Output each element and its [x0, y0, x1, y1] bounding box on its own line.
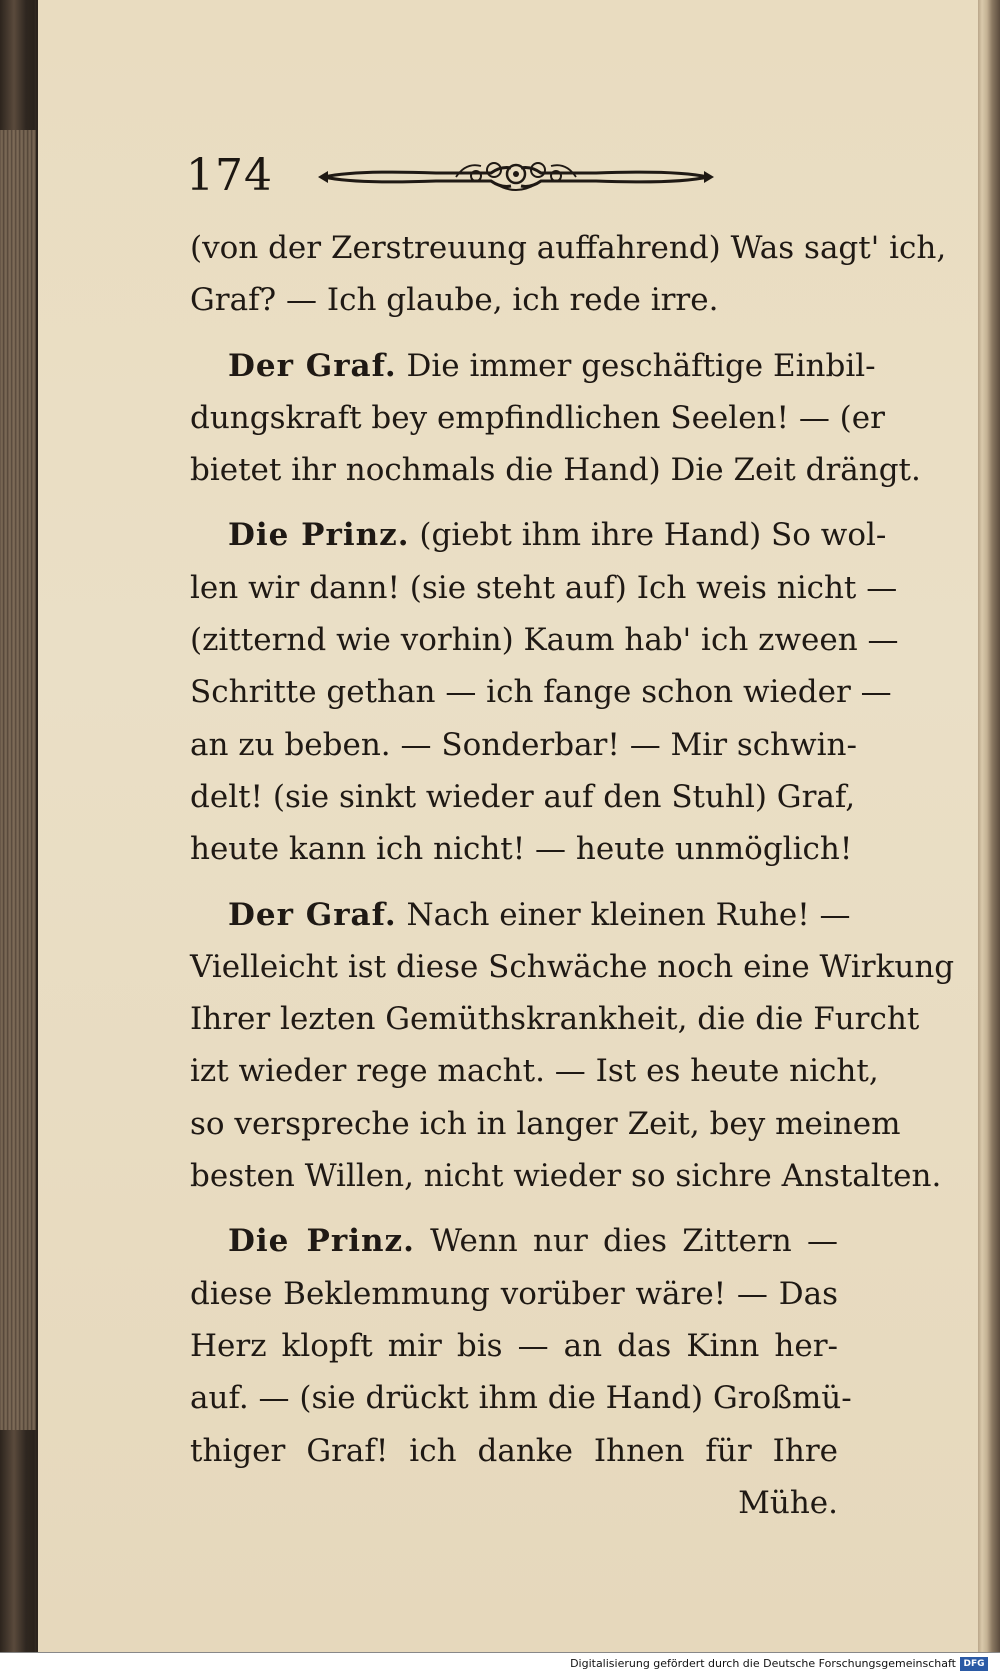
- text-line: [190, 1215, 838, 1267]
- paragraph: [190, 509, 899, 875]
- line-text: (zitternd wie vorhin) Kaum hab' ich zween —: [190, 622, 899, 659]
- text-line: [190, 1268, 838, 1320]
- line-text: Herz klopft mir bis — an das Kinn her-: [190, 1327, 838, 1364]
- line-text: Schritte gethan — ich fange schon wieder —: [190, 674, 892, 711]
- text-line: [190, 1045, 879, 1097]
- speaker-name: Die Prinz.: [228, 1223, 415, 1260]
- line-text: besten Willen, nicht wieder so sichre Anstalten.: [190, 1158, 942, 1195]
- text-line: [190, 274, 838, 326]
- speaker-name: Der Graf.: [228, 896, 397, 933]
- text-line: [190, 1425, 838, 1477]
- speaker-name: Die Prinz.: [228, 517, 410, 554]
- text-line: [190, 941, 955, 993]
- line-text: izt wieder rege macht. — Ist es heute nicht,: [190, 1053, 879, 1090]
- line-text: len wir dann! (sie steht auf) Ich weis nicht —: [190, 569, 898, 606]
- paragraph: [190, 889, 955, 1203]
- text-line: [190, 1372, 852, 1424]
- line-text: Die immer geschäftige Einbil-: [396, 347, 876, 384]
- text-line: [190, 562, 898, 614]
- text-line: [190, 614, 899, 666]
- text-line: [190, 1150, 942, 1202]
- line-text: heute kann ich nicht! — heute unmöglich!: [190, 831, 853, 868]
- speaker-name: Der Graf.: [228, 347, 397, 384]
- text-line: [190, 666, 892, 718]
- line-text: bietet ihr nochmals die Hand) Die Zeit drängt.: [190, 452, 921, 489]
- line-text: (von der Zerstreuung auffahrend) Was sagt' ich,: [190, 230, 947, 266]
- line-text: (giebt ihm ihre Hand) So wol-: [409, 517, 887, 554]
- text-line: [190, 719, 857, 771]
- page-number: 174: [186, 150, 273, 201]
- line-text: an zu beben. — Sonderbar! — Mir schwin-: [190, 726, 857, 763]
- text-line: [190, 1098, 901, 1150]
- paragraph: [190, 222, 947, 327]
- page-stack-edge-left: [0, 130, 36, 1430]
- paragraph-gap: [190, 327, 838, 340]
- line-text: Nach einer kleinen Ruhe! —: [396, 896, 851, 933]
- line-text: Ihrer lezten Gemüthskrankheit, die die Furcht: [190, 1001, 920, 1038]
- line-text: Mühe.: [738, 1484, 838, 1521]
- page-stack-edge-right: [978, 0, 1000, 1652]
- text-line: [190, 1320, 838, 1372]
- paragraph-gap: [190, 1202, 838, 1215]
- footer-credit: Digitalisierung gefördert durch die Deutsche Forschungsgemeinschaft: [570, 1657, 956, 1670]
- body-text: [190, 222, 955, 1529]
- text-line: [190, 1477, 838, 1529]
- paragraph-gap: [190, 496, 838, 509]
- line-text: dungskraft bey empfindlichen Seelen! — (er: [190, 399, 885, 436]
- text-line: [190, 222, 947, 274]
- text-line: [190, 993, 920, 1045]
- line-text: delt! (sie sinkt wieder auf den Stuhl) Graf,: [190, 778, 856, 815]
- paragraph: [190, 340, 921, 497]
- paragraph-gap: [190, 876, 838, 889]
- line-text: diese Beklemmung vorüber wäre! — Das: [190, 1275, 838, 1312]
- text-line: [190, 771, 856, 823]
- floral-rule-ornament-icon: [316, 154, 716, 200]
- text-line: [190, 509, 887, 561]
- text-line: [190, 823, 853, 875]
- line-text: so verspreche ich in langer Zeit, bey meinem: [190, 1105, 901, 1142]
- line-text: Wenn nur dies Zittern —: [414, 1223, 838, 1260]
- line-text: auf. — (sie drückt ihm die Hand) Großmü-: [190, 1380, 852, 1417]
- line-text: Vielleicht ist diese Schwäche noch eine Wirkung: [190, 948, 955, 985]
- page-header: [186, 150, 746, 210]
- dfg-logo: DFG: [960, 1657, 988, 1671]
- text-line: [190, 340, 876, 392]
- paragraph: [190, 1215, 852, 1529]
- text-line: [190, 889, 851, 941]
- line-text: thiger Graf! ich danke Ihnen für Ihre: [190, 1432, 838, 1469]
- digitization-footer: [0, 1652, 1000, 1676]
- text-line: [190, 392, 885, 444]
- line-text: Graf? — Ich glaube, ich rede irre.: [190, 282, 719, 319]
- text-line: [190, 444, 921, 496]
